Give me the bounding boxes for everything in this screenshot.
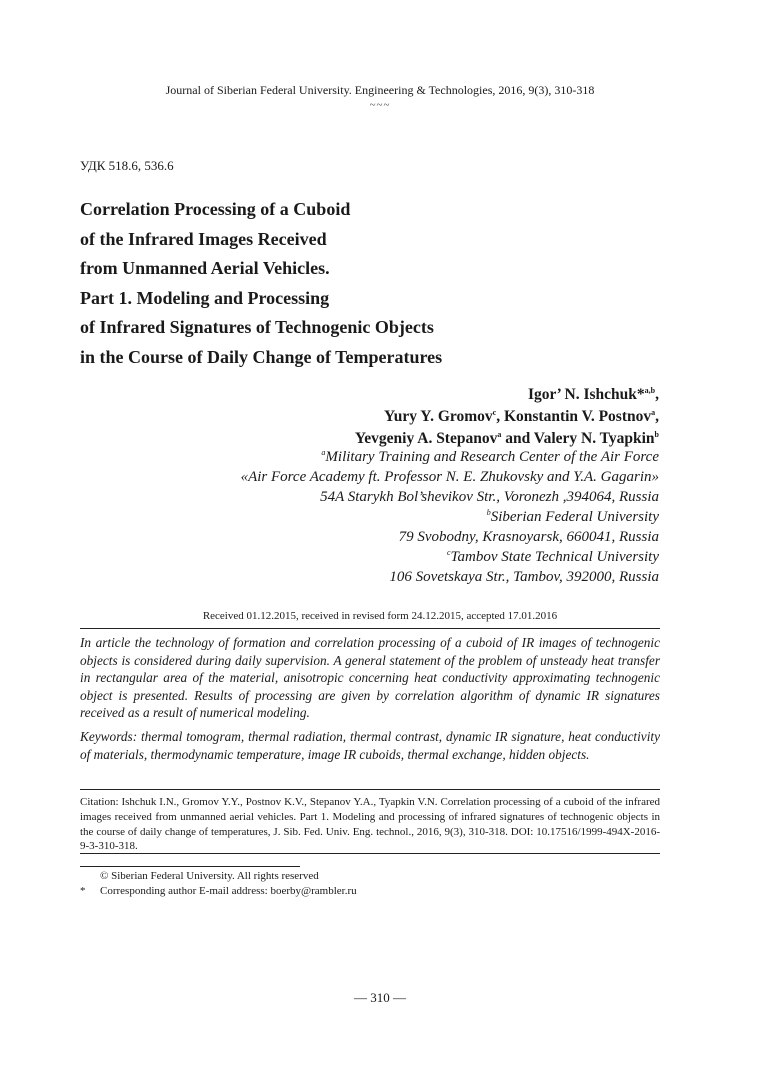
title-line: Part 1. Modeling and Processing: [80, 287, 330, 308]
title-line: in the Course of Daily Change of Temperatures: [80, 346, 443, 367]
copyright-text: © Siberian Federal University. All rights reserved: [100, 870, 319, 882]
author-name: , Konstantin V. Postnov: [496, 408, 652, 425]
header-ornament: ~~~: [369, 99, 391, 111]
paper-title: [80, 195, 680, 372]
affiliations: [241, 447, 659, 587]
footnote-corresponding: [80, 884, 357, 899]
citation: Citation: Ishchuk I.N., Gromov Y.Y., Postnov K.V., Stepanov Y.A., Tyapkin V.N. Correlation processing of a cuboid of the infrared images received from unmanned aerial vehicles. Part 1. Modeling and processing of infrared signatures of technogenic objects in the course of daily change of temperatures, J. Sib. Fed. Univ. Eng. technol., 2016, 9(3), 310-318. DOI: 10.17516/1999-494X-2016-9-3-310-318.: [80, 796, 660, 853]
affiliation-text: Tambov State Technical University: [450, 549, 659, 565]
title-line: of the Infrared Images Received: [80, 228, 327, 249]
author-affil-mark: a: [651, 407, 656, 417]
corresponding-author: Corresponding author E-mail address: boerby@rambler.ru: [100, 885, 357, 897]
affiliation-text: Military Training and Research Center of the Air Force: [325, 449, 659, 465]
affil-mark: c: [446, 548, 451, 557]
journal-header: Journal of Siberian Federal University. Engineering & Technologies, 2016, 9(3), 310-318: [165, 83, 595, 97]
title-line: of Infrared Signatures of Technogenic Objects: [80, 317, 434, 337]
footnotes: [80, 869, 357, 899]
affiliation-line: [241, 547, 659, 567]
received-dates: Received 01.12.2015, received in revised form 24.12.2015, accepted 17.01.2016: [202, 610, 558, 622]
affiliation-line: [241, 507, 659, 527]
author-affil-mark: a,b: [644, 385, 656, 395]
affiliation-line: 54A Starykh Bol’shevikov Str., Voronezh ,394064, Russia: [320, 489, 659, 505]
abstract: In article the technology of formation and correlation processing of a cuboid of IR images of technogenic objects is considered during daily supervision. A general statement of the problem of unsteady heat transfer in rectangular area of the material, anisotropic concerning heat conductivity approximating technogenic object is presented. Results of processing are given by correlation algorithm of dynamic IR signatures received as a result of numerical modeling.: [80, 635, 660, 721]
author-name: Yevgeniy A. Stepanov: [354, 430, 498, 447]
author-affil-mark: b: [654, 429, 659, 439]
footnote-copyright: [80, 869, 357, 884]
affiliation-line: «Air Force Academy ft. Professor N. E. Zhukovsky and Y.A. Gagarin»: [240, 469, 659, 485]
affil-mark: a: [321, 448, 326, 457]
author-affil-mark: c: [492, 407, 497, 417]
title-line: Correlation Processing of a Cuboid: [80, 199, 351, 219]
author-list: [355, 384, 659, 450]
author-affil-mark: a: [497, 429, 502, 439]
author-name: Yury Y. Gromov: [383, 408, 493, 425]
udk-code: УДК 518.6, 536.6: [80, 158, 174, 173]
page-number: — 310 —: [354, 990, 406, 1005]
affiliation-text: Siberian Federal University: [490, 509, 659, 525]
author-line: [355, 406, 659, 428]
divider: [80, 628, 660, 629]
separator: ,: [655, 408, 659, 425]
keywords: Keywords: thermal tomogram, thermal radiation, thermal contrast, dynamic IR signature, heat conductivity of materials, thermodynamic temperature, image IR cuboids, thermal exchange, hidden objects.: [80, 729, 660, 762]
footnote-divider: [80, 866, 300, 867]
affiliation-line: 79 Svobodny, Krasnoyarsk, 660041, Russia: [398, 529, 659, 545]
divider: [80, 789, 660, 790]
title-line: from Unmanned Aerial Vehicles.: [80, 258, 330, 278]
author-line: [355, 384, 659, 406]
author-name: Igor’ N. Ishchuk*: [527, 386, 645, 403]
affiliation-line: [241, 447, 659, 467]
author-name: and Valery N. Tyapkin: [501, 430, 655, 447]
affil-mark: b: [486, 508, 491, 517]
divider: [80, 853, 660, 854]
footnote-marker: *: [80, 885, 86, 897]
separator: ,: [655, 386, 659, 403]
affiliation-line: 106 Sovetskaya Str., Tambov, 392000, Russia: [389, 569, 659, 585]
